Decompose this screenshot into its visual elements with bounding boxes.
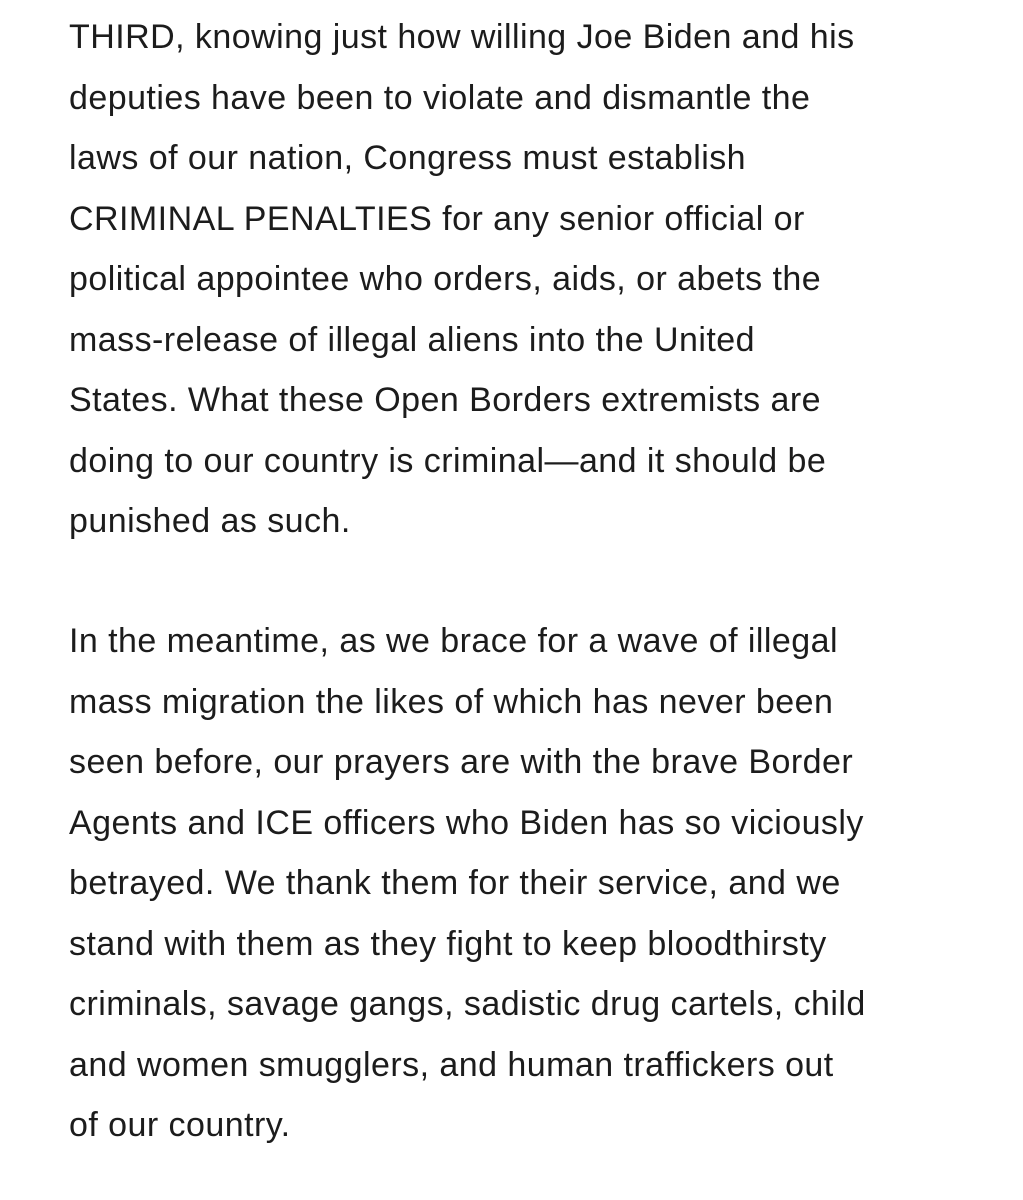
text-line: of our country.	[69, 1106, 291, 1144]
text-line: States. What these Open Borders extremists are	[69, 381, 822, 419]
text-line: mass migration the likes of which has never been	[69, 682, 834, 721]
text-line: mass-release of illegal aliens into the United	[69, 320, 755, 359]
text-line: deputies have been to violate and dismantle the	[69, 78, 811, 117]
paragraph-meantime	[69, 611, 989, 1156]
text-line: stand with them as they fight to keep bloodthirsty	[69, 924, 827, 963]
text-line: In the meantime, as we brace for a wave of illegal	[69, 622, 838, 660]
text-line: political appointee who orders, aids, or abets the	[69, 260, 822, 298]
text-line: betrayed. We thank them for their service, and we	[69, 864, 841, 902]
text-line: THIRD, knowing just how willing Joe Biden and his	[69, 18, 855, 56]
text-line: punished as such.	[69, 502, 351, 540]
text-line: CRIMINAL PENALTIES for any senior official or	[69, 199, 805, 238]
text-line: laws of our nation, Congress must establish	[69, 139, 747, 177]
text-line: doing to our country is criminal—and it should be	[69, 441, 827, 480]
text-line: Agents and ICE officers who Biden has so viciously	[69, 803, 864, 842]
text-line: criminals, savage gangs, sadistic drug cartels, child	[69, 985, 866, 1023]
paragraph-third-point	[69, 7, 989, 552]
text-line: seen before, our prayers are with the brave Border	[69, 743, 854, 781]
text-line: and women smugglers, and human traffickers out	[69, 1045, 834, 1084]
